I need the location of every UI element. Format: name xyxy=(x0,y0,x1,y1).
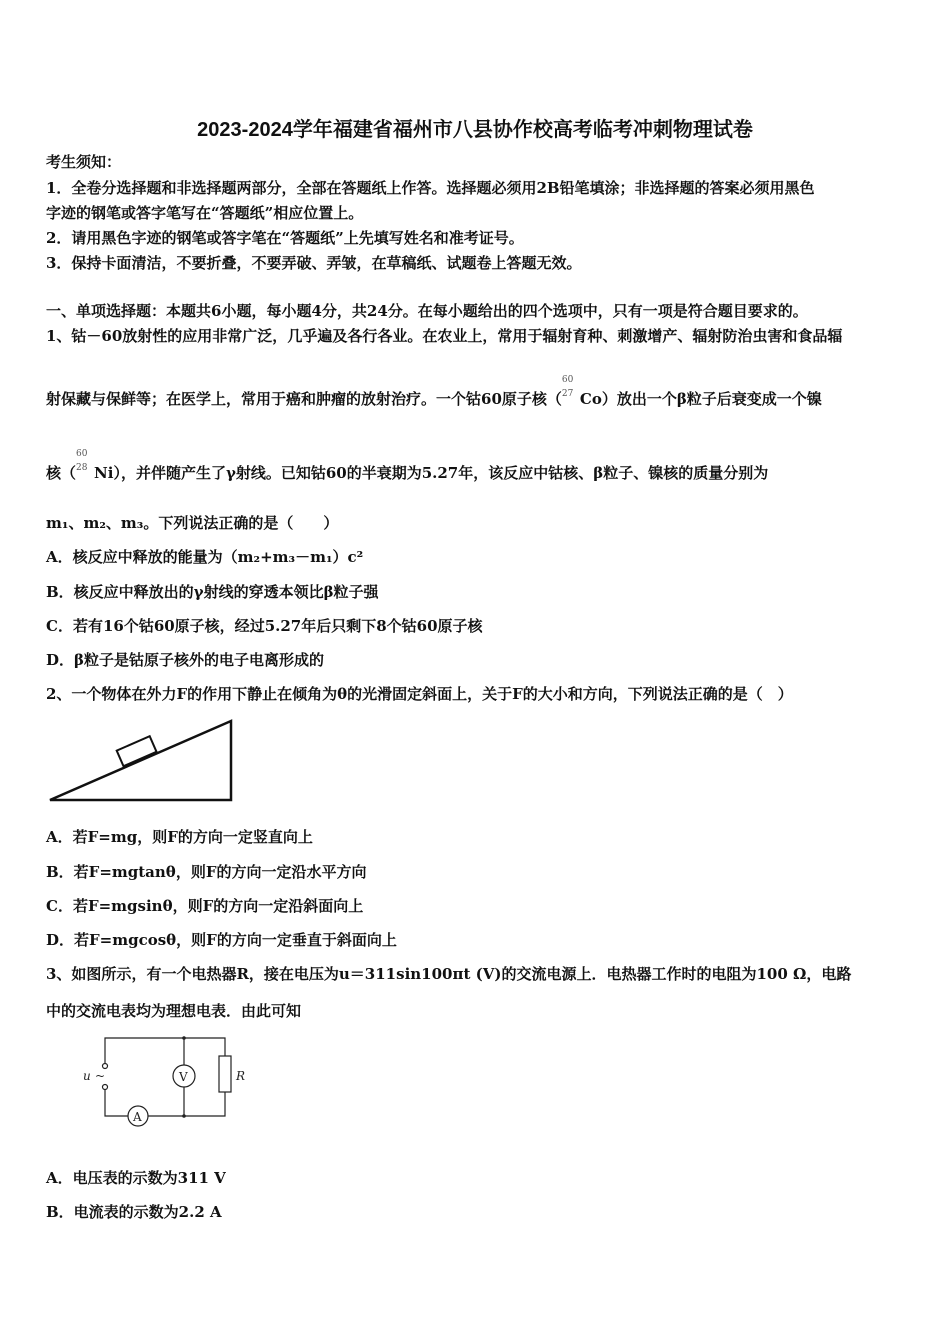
q1-option-d: D．β粒子是钴原子核外的电子电离形成的 xyxy=(46,651,324,669)
nickel-nuclide: 60 28 xyxy=(76,449,88,473)
section-heading: 一、单项选择题：本题共6小题，每小题4分，共24分。在每小题给出的四个选项中，只有一项是符合题目要求的。 xyxy=(46,302,808,320)
notice-item-2: 2．请用黑色字迹的钢笔或答字笔在“答题纸”上先填写姓名和准考证号。 xyxy=(46,229,524,247)
source-label: u xyxy=(83,1069,91,1083)
resistor-label: R xyxy=(236,1069,246,1083)
q2-stem: 2、一个物体在外力F的作用下静止在倾角为θ的光滑固定斜面上，关于F的大小和方向，下列说法正确的是（ ） xyxy=(46,685,793,703)
cobalt-nuclide: 60 27 xyxy=(561,375,574,399)
notice-item-1: 1．全卷分选择题和非选择题两部分，全部在答题纸上作答。选择题必须用2B铅笔填涂；非选择题的答案必须用黑色 xyxy=(46,179,815,197)
source-ac-symbol: ~ xyxy=(95,1069,106,1083)
incline-diagram xyxy=(45,715,240,805)
incline-triangle xyxy=(50,721,231,800)
q3-stem-line1: 3、如图所示，有一个电热器R，接在电压为u＝311sin100πt (V)的交流电源上．电热器工作时的电阻为100 Ω，电路 xyxy=(46,965,852,983)
q3-option-b: B．电流表的示数为2.2 A xyxy=(46,1203,222,1221)
q1-option-c: C．若有16个钴60原子核，经过5.27年后只剩下8个钴60原子核 xyxy=(46,617,483,635)
q1-stem-line3: 核（ 60 28 Ni），并伴随产生了γ射线。已知钴60的半衰期为5.27年，该反应中钴核、β粒子、镍核的质量分别为 xyxy=(46,449,769,482)
q1-stem-line1: 1、钴－60放射性的应用非常广泛，几乎遍及各行各业。在农业上，常用于辐射育种、刺激增产、辐射防治虫害和食品辐 xyxy=(46,327,843,345)
page-title: 2023-2024学年福建省福州市八县协作校高考临考冲刺物理试卷 xyxy=(197,119,753,141)
ammeter-label: A xyxy=(133,1110,142,1124)
q1-stem-line2: 射保藏与保鲜等；在医学上，常用于癌和肿瘤的放射治疗。一个钴60原子核（ 60 27 Co）放出一个β粒子后衰变成一个镍 xyxy=(46,375,822,408)
q1-option-b: B．核反应中释放出的γ射线的穿透本领比β粒子强 xyxy=(46,583,379,601)
resistor xyxy=(219,1056,231,1092)
voltmeter-label: V xyxy=(179,1070,188,1084)
circuit-diagram xyxy=(78,1030,253,1135)
q1-stem-line4: m₁、m₂、m₃。下列说法正确的是（ ） xyxy=(46,514,339,532)
source-terminal-bottom xyxy=(103,1085,108,1090)
q3-option-a: A．电压表的示数为311 V xyxy=(46,1169,226,1187)
q2-option-b: B．若F=mgtanθ，则F的方向一定沿水平方向 xyxy=(46,863,367,881)
notice-item-3: 3．保持卡面清洁，不要折叠，不要弄破、弄皱，在草稿纸、试题卷上答题无效。 xyxy=(46,254,582,272)
notice-heading: 考生须知： xyxy=(46,153,122,171)
notice-item-1-cont: 字迹的钢笔或答字笔写在“答题纸”相应位置上。 xyxy=(46,204,364,222)
q2-option-c: C．若F=mgsinθ，则F的方向一定沿斜面向上 xyxy=(46,897,364,915)
q2-option-a: A．若F=mg，则F的方向一定竖直向上 xyxy=(46,828,313,846)
source-terminal-top xyxy=(103,1064,108,1069)
q3-stem-line2: 中的交流电表均为理想电表．由此可知 xyxy=(46,1002,302,1020)
q2-option-d: D．若F=mgcosθ，则F的方向一定垂直于斜面向上 xyxy=(46,931,397,949)
q1-option-a: A．核反应中释放的能量为（m₂+m₃－m₁）c² xyxy=(46,548,364,566)
